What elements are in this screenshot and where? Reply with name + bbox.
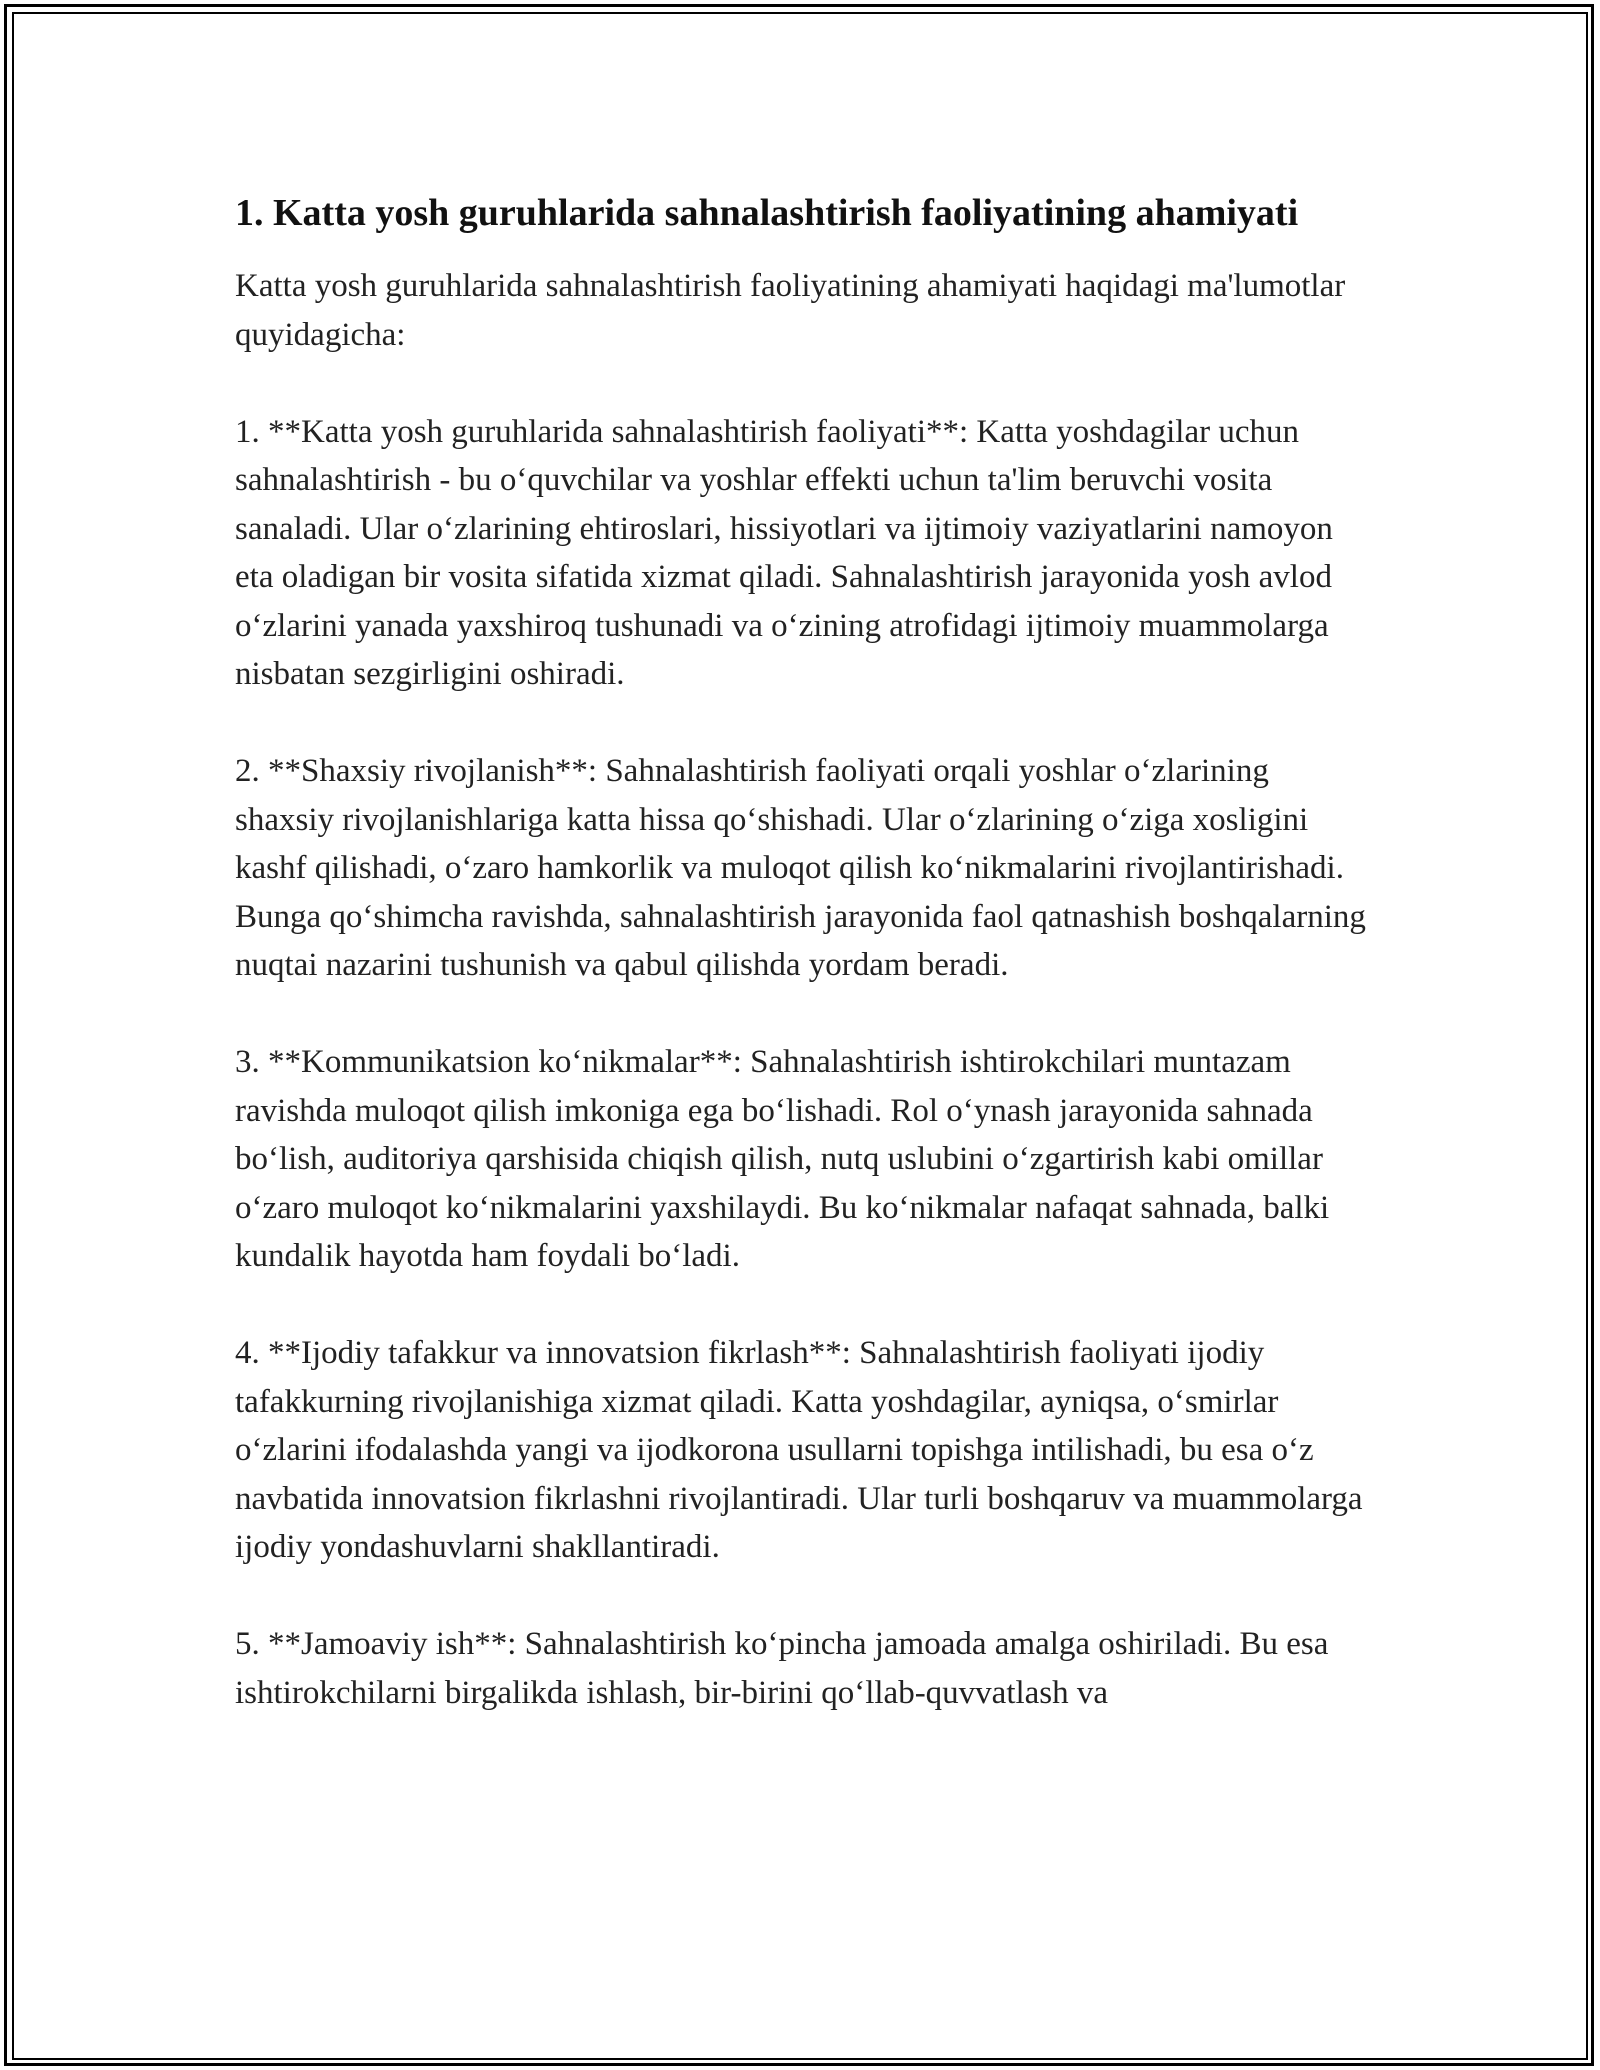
list-item-3: 3. **Kommunikatsion koʻnikmalar**: Sahnalashtirish ishtirokchilari muntazam ravishda muloqot qilish imkoniga ega boʻlishadi. Rol oʻynash jarayonida sahnada boʻlish, auditoriya qarshisida chiqish qilish, nutq uslubini oʻzgartirish kabi omillar oʻzaro muloqot koʻnikmalarini yaxshilaydi. Bu koʻnikmalar nafaqat sahnada, balki kundalik hayotda ham foydali boʻladi. [235,1044,1330,1274]
list-item-4: 4. **Ijodiy tafakkur va innovatsion fikrlash**: Sahnalashtirish faoliyati ijodiy tafakkurning rivojlanishiga xizmat qiladi. Katta yoshdagilar, ayniqsa, oʻsmirlar oʻzlarini ifodalashda yangi va ijodkorona usullarni topishga intilishadi, bu esa oʻz navbatida innovatsion fikrlashni rivojlantiradi. Ular turli boshqaruv va muammolarga ijodiy yondashuvlarni shakllantiradi. [235,1335,1363,1565]
list-item-1: 1. **Katta yosh guruhlarida sahnalashtirish faoliyati**: Katta yoshdagilar uchun sahnalashtirish - bu oʻquvchilar va yoshlar effekti uchun ta'lim beruvchi vosita sanaladi. Ular oʻzlarining ehtiroslari, hissiyotlari va ijtimoiy vaziyatlarini namoyon eta oladigan bir vosita sifatida xizmat qiladi. Sahnalashtirish jarayonida yosh avlod oʻzlarini yanada yaxshiroq tushunadi va oʻzining atrofidagi ijtimoiy muammolarga nisbatan sezgirligini oshiradi. [235,413,1333,692]
document-title: 1. Katta yosh guruhlarida sahnalashtirish faoliyatining ahamiyati [235,192,1299,234]
document-page [235,186,1370,1717]
list-item-2: 2. **Shaxsiy rivojlanish**: Sahnalashtirish faoliyati orqali yoshlar oʻzlarining shaxsiy rivojlanishlariga katta hissa qoʻshishadi. Ular oʻzlarining oʻziga xosligini kashf qilishadi, oʻzaro hamkorlik va muloqot qilish koʻnikmalarini rivojlantirishadi. Bunga qoʻshimcha ravishda, sahnalashtirish jarayonida faol qatnashish boshqalarning nuqtai nazarini tushunish va qabul qilishda yordam beradi. [235,753,1366,983]
intro-paragraph: Katta yosh guruhlarida sahnalashtirish faoliyatining ahamiyati haqidagi ma'lumotlar quyidagicha: [235,268,1346,353]
list-item-5: 5. **Jamoaviy ish**: Sahnalashtirish koʻpincha jamoada amalga oshiriladi. Bu esa ishtirokchilarni birgalikda ishlash, bir-birini qoʻllab-quvvatlash va [235,1626,1329,1711]
